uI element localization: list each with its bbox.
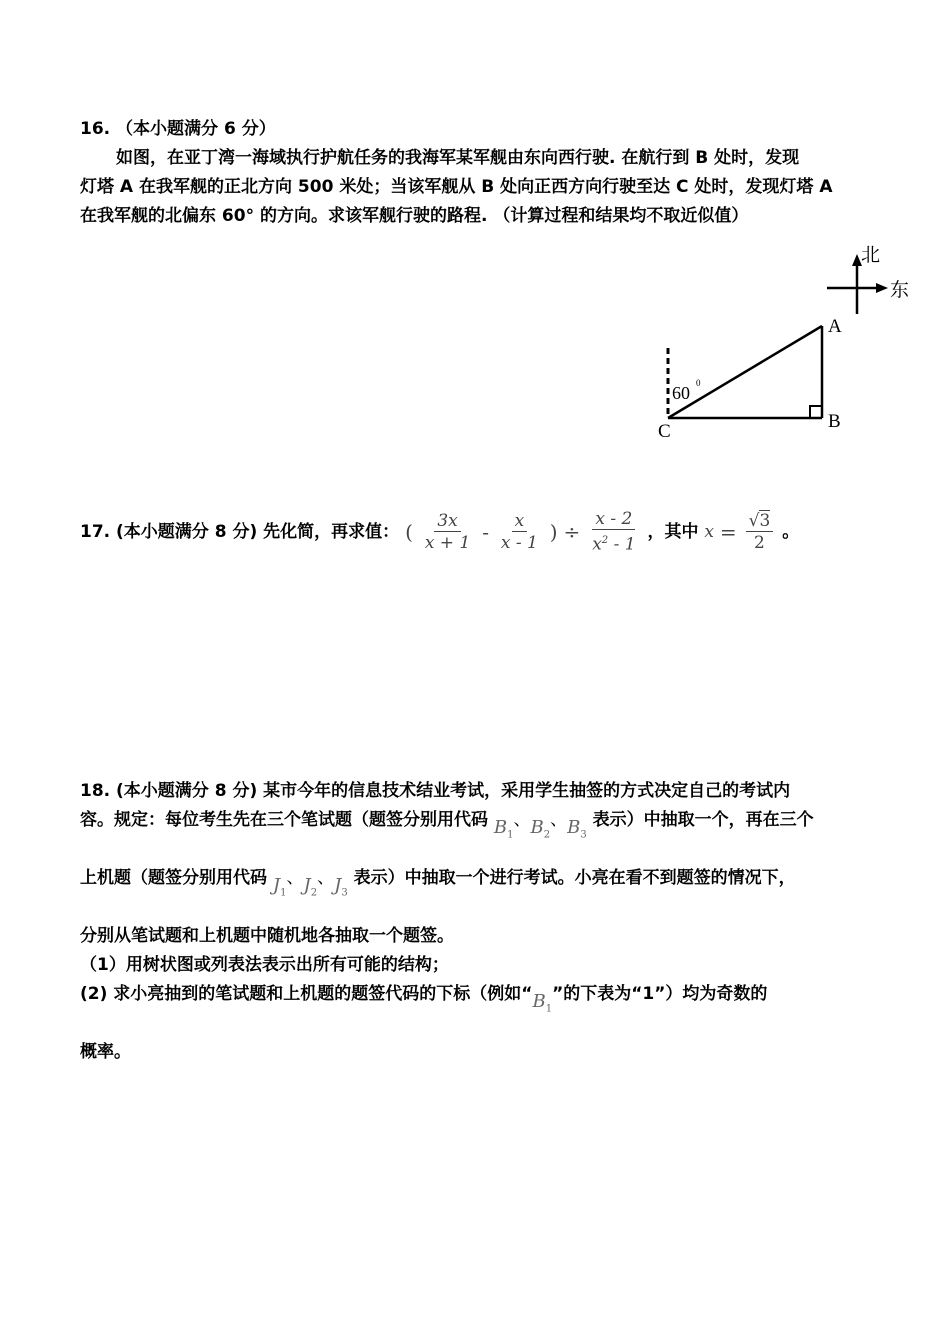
q17-line bbox=[80, 502, 799, 562]
q18-line-4: 分别从笔试题和上机题中随机地各抽取一个题签。 bbox=[80, 926, 454, 946]
side-ca bbox=[668, 326, 822, 418]
q17-value: $\frac{√3}{2}$ bbox=[746, 511, 774, 554]
angle-label: 60 bbox=[672, 383, 690, 403]
q17-paren-close: ) bbox=[549, 520, 558, 544]
code-b2: $B_2$ bbox=[530, 817, 551, 841]
q18-line-5: （1）用树状图或列表法表示出所有可能的结构； bbox=[80, 955, 449, 975]
label-c: C bbox=[658, 421, 671, 440]
q17-end: 。 bbox=[782, 522, 800, 542]
code-b3: $B_3$ bbox=[567, 817, 587, 841]
code-b1-example: $B_1$ bbox=[532, 991, 553, 1015]
q17-frac-1: $\frac{3x}{x + 1}$ bbox=[424, 510, 471, 553]
q17-eq: = bbox=[719, 520, 737, 544]
north-label: 北 bbox=[861, 245, 881, 266]
q17-frac-3: $\frac{x - 2}{x^2 - 1}$ bbox=[592, 508, 636, 555]
q18-line-1: 18. (本小题满分 8 分) 某市今年的信息技术结业考试，采用学生抽签的方式决定自己的考试内 bbox=[80, 781, 791, 801]
east-label: 东 bbox=[890, 280, 910, 301]
q16-header: 16. （本小题满分 6 分） bbox=[80, 119, 276, 139]
q18-line-2: 容。规定：每位考生先在三个笔试题（题签分别用代码 $B_1$、$B_2$、$B_3$ 表示）中抽取一个，再在三个 bbox=[80, 810, 814, 841]
q17-divide: ÷ bbox=[563, 520, 581, 544]
code-j2: $J_2$ bbox=[303, 875, 318, 899]
right-angle-mark bbox=[810, 406, 822, 418]
angle-degree: 0 bbox=[696, 378, 701, 388]
q16-text-line-2: 灯塔 A 在我军舰的正北方向 500 米处；当该军舰从 B 处向正西方向行驶至达 C 处时，发现灯塔 A bbox=[80, 177, 833, 197]
q16-text-line-3: 在我军舰的北偏东 60° 的方向。求该军舰行驶的路程. （计算过程和结果均不取近似值） bbox=[80, 206, 749, 226]
q17-frac-2: $\frac{x}{x - 1}$ bbox=[500, 510, 538, 553]
label-b: B bbox=[828, 411, 841, 432]
q16-figure bbox=[650, 240, 920, 440]
label-a: A bbox=[828, 316, 842, 337]
q18-line-7: 概率。 bbox=[80, 1042, 131, 1062]
code-b1: $B_1$ bbox=[493, 817, 514, 841]
code-j3: $J_3$ bbox=[334, 875, 348, 899]
q18-line-3: 上机题（题签分别用代码 $J_1$、$J_2$、$J_3$ 表示）中抽取一个进行考试。小亮在看不到题签的情况下， bbox=[80, 868, 796, 899]
q17-middle: ，其中 bbox=[647, 522, 699, 542]
code-j1: $J_1$ bbox=[272, 875, 287, 899]
q17-prefix: 17. (本小题满分 8 分) 先化简，再求值： bbox=[80, 522, 400, 542]
q17-paren-open: ( bbox=[405, 520, 413, 544]
q17-minus: - bbox=[482, 520, 489, 544]
q17-x: x bbox=[704, 522, 714, 542]
q16-text-line-1: 如图，在亚丁湾一海域执行护航任务的我海军某军舰由东向西行驶. 在航行到 B 处时，发现 bbox=[116, 148, 800, 168]
q18-line-6: (2) 求小亮抽到的笔试题和上机题的题签代码的下标（例如“$B_1$”的下表为“1”）均为奇数的 bbox=[80, 984, 768, 1015]
